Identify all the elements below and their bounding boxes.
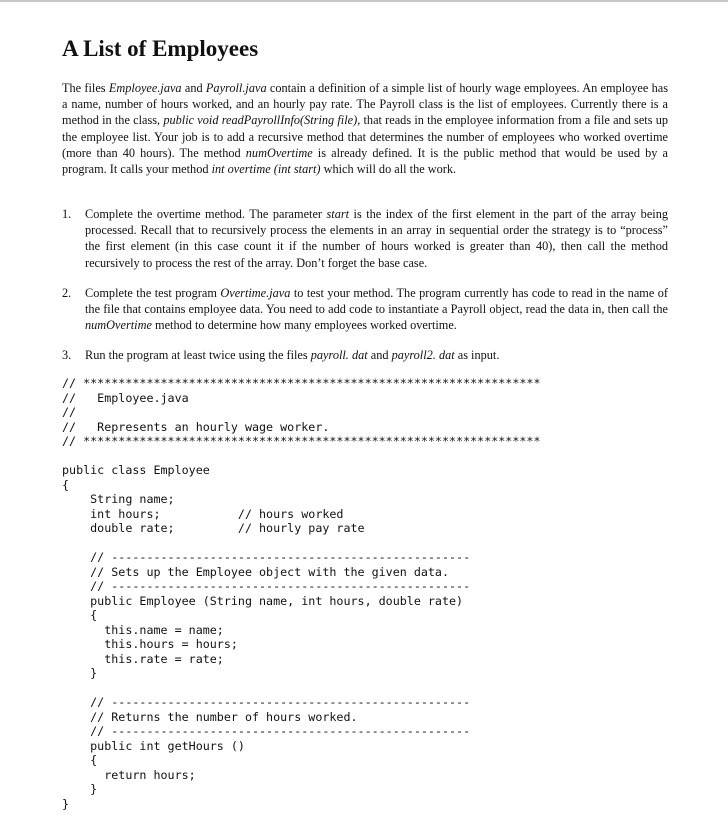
employee-java-code: // ***************************************************************** // Employee.java // // Represents an hourly wage worker. // ***************************************************************** public class Employee { String name; int hours; // hours worked double rate; // hourly pay rate // --------------------------------------------------- // Sets up the Employee object with the given data. // --------------------------------------------------- public Employee (String name, int hours, double rate) { this.name = name; this.hours = hours; this.rate = rate; } // --------------------------------------------------- // Returns the number of hours worked. // --------------------------------------------------- public int getHours () { return hours; } }	[62, 376, 541, 811]
intro-paragraph	[62, 80, 668, 177]
step-text	[85, 206, 668, 271]
payroll-dat-file: payroll. dat	[310, 348, 368, 362]
intro-text: which will do all the work.	[320, 162, 457, 177]
intro-text: and	[181, 81, 206, 95]
step-number: 2.	[62, 286, 72, 300]
read-method-signature: public void readPayrollInfo(String file),	[163, 113, 361, 128]
step-text-part: Run the program at least twice using the files	[85, 348, 311, 362]
num-overtime-method: numOvertime	[245, 145, 313, 160]
step-text-part: Complete the test program	[85, 286, 221, 300]
step-text-part: as input.	[454, 348, 500, 362]
intro-text: is already defined. It is the public method that would be used by a program. It calls your method	[62, 145, 668, 177]
step-text-part: and	[367, 348, 392, 362]
overtime-method-signature: int overtime (int start)	[211, 162, 321, 177]
step-number: 1.	[62, 207, 72, 221]
step-text-part: Complete the overtime method. The parameter	[85, 207, 327, 221]
step-number: 3.	[62, 348, 72, 362]
step-text-part: is the index of the first element in the part of the array being processed. Recall that to recursively process the elements in an array in sequential order the strategy is to “process” the first element (in this case count it if the number of hours worked is greater than 40), then call the method recursively to process the rest of the array. Don’t forget the base case.	[85, 207, 669, 270]
step-text-part: method to determine how many employees worked overtime.	[151, 318, 457, 333]
step-text	[85, 285, 668, 334]
start-param: start	[326, 207, 350, 221]
intro-text: The files	[62, 81, 109, 95]
page-title: A List of Employees	[62, 36, 259, 61]
employee-file-name: Employee.java	[108, 81, 182, 95]
top-border	[0, 0, 728, 2]
payroll-file-name: Payroll.java	[205, 81, 267, 95]
intro-text: contain a definition of a simple list of hourly wage employees. An employee has a name, number of hours worked, and an hourly pay rate. The Payroll class is the list of employees. Currently there is a method in the class,	[62, 81, 669, 128]
intro-text: that reads in the employee information from a file and sets up the employee list. Your job is to add a recursive method that determines the number of employees who worked overtime (more than 40 hours). The method	[62, 113, 669, 160]
step-text-part: to test your method. The program currently has code to read in the name of the file that contains employee data. You need to add code to instantiate a Payroll object, read the data in, then call the	[85, 286, 668, 317]
step-text	[85, 347, 668, 363]
payroll2-dat-file: payroll2. dat	[391, 348, 455, 362]
overtime-file-name: Overtime.java	[220, 286, 291, 300]
num-overtime-method: numOvertime	[85, 318, 152, 333]
